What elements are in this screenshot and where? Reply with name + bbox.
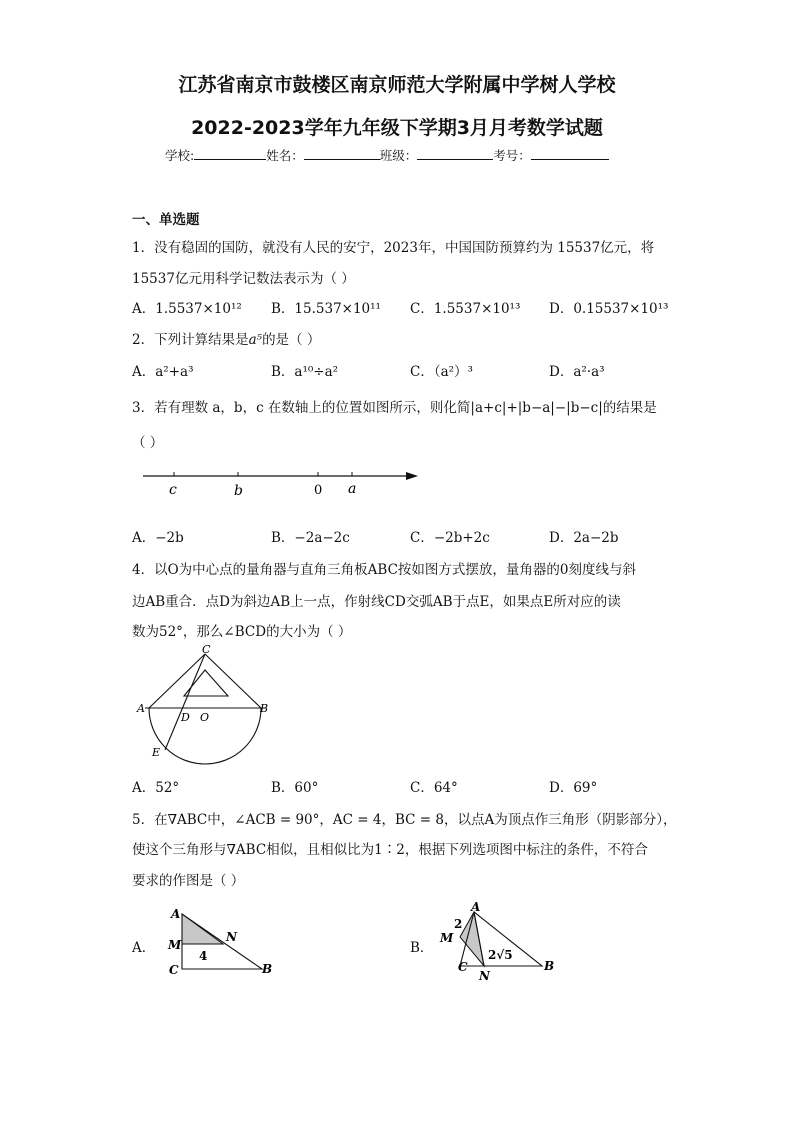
q2-option-a[interactable]: A．a²+a³: [132, 364, 194, 380]
q1-option-b[interactable]: B．15.537×10¹¹: [271, 301, 381, 317]
q4-line1: 4．以O为中心点的量角器与直角三角板ABC按如图方式摆放，量角器的0刻度线与斜: [132, 562, 636, 578]
q4-option-a[interactable]: A．52°: [132, 780, 180, 796]
label-b: B: [260, 702, 269, 715]
q1-option-a[interactable]: A．1.5537×10¹²: [132, 301, 242, 317]
q3-line2: （ ）: [132, 435, 164, 451]
q5-figure-a: [160, 900, 285, 980]
label-a: A: [471, 900, 481, 914]
inner-triangle: [184, 670, 228, 696]
q4-line3: 数为52°，那么∠BCD的大小为（ ）: [132, 624, 352, 640]
section-heading: 一、单选题: [132, 212, 200, 228]
exam-title-line2: 2022-2023学年九年级下学期3月月考数学试题: [191, 117, 603, 139]
q4-protractor-figure: [132, 642, 282, 767]
q4-option-c[interactable]: C．64°: [410, 780, 458, 796]
q5-line1: 5．在∇ABC中，∠ACB = 90°，AC = 4，BC = 8，以点A为顶点作三角形（阴影部分），: [132, 812, 677, 828]
exam-number-blank[interactable]: [531, 147, 609, 160]
q1-option-c[interactable]: C．1.5537×10¹³: [410, 301, 521, 317]
label-c: C: [202, 643, 211, 656]
q5-option-a-label[interactable]: A．: [132, 940, 156, 956]
exam-title-line1: 江苏省南京市鼓楼区南京师范大学附属中学树人学校: [178, 74, 616, 96]
q1-option-d[interactable]: D．0.15537×10¹³: [549, 301, 669, 317]
label-n: N: [479, 969, 490, 983]
q4-line2: 边AB重合．点D为斜边AB上一点，作射线CD交弧AB于点E，如果点E所对应的读: [132, 594, 621, 610]
q4-option-b[interactable]: B．60°: [271, 780, 319, 796]
label-length-4: 4: [199, 949, 208, 963]
q2-stem-math: a⁵: [248, 332, 263, 348]
q3-option-b[interactable]: B．−2a−2c: [271, 530, 350, 546]
q4-option-d[interactable]: D．69°: [549, 780, 598, 796]
q1-line1: 1．没有稳固的国防，就没有人民的安宁，2023年，中国国防预算约为 15537亿元，将: [132, 240, 655, 256]
q3-number-line: [138, 462, 428, 502]
name-label: 姓名：: [266, 148, 304, 163]
label-length-2sqrt5: 2√5: [488, 948, 513, 962]
q3-option-c[interactable]: C．−2b+2c: [410, 530, 490, 546]
q3-option-d[interactable]: D．2a−2b: [549, 530, 619, 546]
label-a: A: [137, 702, 145, 715]
q5-figure-b: [436, 900, 561, 985]
q3-line1: 3．若有理数 a，b，c 在数轴上的位置如图所示，则化简|a+c|+|b−a|−|b−c|的结果是: [132, 400, 657, 416]
axis-label-0: 0: [314, 483, 323, 498]
label-a: A: [171, 907, 181, 921]
label-d: D: [181, 711, 190, 724]
class-blank[interactable]: [417, 147, 493, 160]
q2-stem: [132, 328, 320, 348]
label-c: C: [169, 963, 179, 977]
school-blank[interactable]: [194, 147, 266, 160]
school-label: 学校:: [165, 148, 195, 163]
q3-option-a[interactable]: A．−2b: [132, 530, 184, 546]
axis-label-b: b: [234, 483, 243, 499]
label-m: M: [440, 931, 454, 945]
label-n: N: [226, 930, 237, 944]
info-line: [165, 146, 609, 164]
ray-ce: [165, 654, 205, 750]
q2-option-b[interactable]: B．a¹⁰÷a²: [271, 364, 339, 380]
label-length-2: 2: [454, 917, 463, 931]
q2-stem-post: 的是（ ）: [262, 332, 321, 348]
name-blank[interactable]: [304, 147, 380, 160]
label-b: B: [544, 959, 555, 973]
q2-stem-pre: 2．下列计算结果是: [132, 332, 249, 348]
q1-line2: 15537亿元用科学记数法表示为（ ）: [132, 271, 355, 287]
label-b: B: [262, 962, 273, 976]
label-o: O: [200, 711, 210, 724]
q2-option-d[interactable]: D．a²·a³: [549, 364, 605, 380]
q5-line3: 要求的作图是（ ）: [132, 873, 245, 889]
axis-label-c: c: [169, 482, 177, 498]
q5-option-b-label[interactable]: B．: [410, 940, 434, 956]
q5-line2: 使这个三角形与∇ABC相似，且相似比为1∶2，根据下列选项图中标注的条件，不符合: [132, 842, 648, 858]
label-e: E: [152, 746, 161, 759]
axis-arrow-icon: [406, 472, 418, 480]
label-m: M: [168, 938, 182, 952]
side-bc: [205, 654, 261, 708]
class-label: 班级：: [379, 148, 418, 163]
q2-option-c[interactable]: C．（a²）³: [410, 364, 473, 380]
axis-label-a: a: [348, 481, 357, 497]
exam-number-label: 考号：: [493, 148, 531, 163]
label-c: C: [458, 960, 468, 974]
